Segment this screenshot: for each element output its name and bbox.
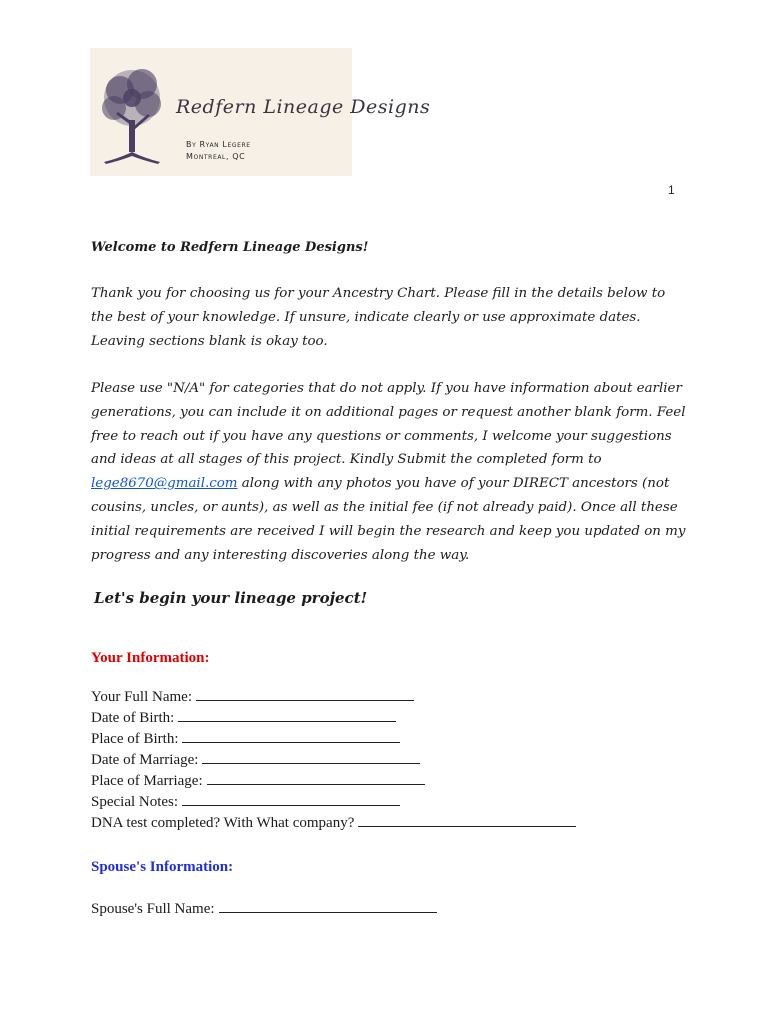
your-information-fields	[91, 686, 576, 833]
field-blank-line[interactable]	[196, 686, 414, 701]
instructions-text-after: along with any photos you have of your DIRECT ancestors (not cousins, uncles, or aunts), as well as the initial fee (if not already paid). Once all these initial requirements are received I will begin the research and keep you updated on my progress and any interesting discoveries along the way.	[91, 476, 686, 563]
field-date-of-marriage	[91, 749, 576, 770]
logo-location: Montreal, QC	[186, 152, 246, 161]
field-label: Place of Marriage:	[91, 773, 203, 789]
instructions-text-before: Please use "N/A" for categories that do not apply. If you have information about earlier generations, you can include it on additional pages or request another blank form. Feel free to reach out if you have any questions or comments, I welcome your suggestions and ideas at all stages of this project. Kindly Submit the completed form to	[91, 381, 686, 468]
field-date-of-birth	[91, 707, 576, 728]
field-full-name	[91, 686, 576, 707]
field-label: Your Full Name:	[91, 689, 192, 705]
field-blank-line[interactable]	[178, 707, 396, 722]
field-blank-line[interactable]	[207, 770, 425, 785]
field-blank-line[interactable]	[182, 791, 400, 806]
instructions-paragraph	[91, 377, 691, 567]
field-label: Date of Birth:	[91, 710, 175, 726]
field-place-of-birth	[91, 728, 576, 749]
field-blank-line[interactable]	[202, 749, 420, 764]
field-blank-line[interactable]	[219, 898, 437, 913]
field-dna-test	[91, 812, 576, 833]
begin-heading: Let's begin your lineage project!	[94, 589, 368, 607]
field-label: Special Notes:	[91, 794, 179, 810]
field-spouse-full-name	[91, 898, 437, 918]
email-link[interactable]: lege8670@gmail.com	[91, 476, 238, 492]
field-label: Place of Birth:	[91, 731, 179, 747]
page-number: 1	[668, 183, 675, 197]
field-label: DNA test completed? With What company?	[91, 815, 355, 831]
intro-paragraph: Thank you for choosing us for your Ancestry Chart. Please fill in the details below to the best of your knowledge. If unsure, indicate clearly or use approximate dates. Leaving sections blank is okay too.	[91, 286, 666, 349]
field-blank-line[interactable]	[358, 812, 576, 827]
your-information-heading: Your Information:	[91, 650, 210, 666]
field-label: Spouse's Full Name:	[91, 901, 215, 917]
field-place-of-marriage	[91, 770, 576, 791]
field-blank-line[interactable]	[182, 728, 400, 743]
spouse-information-heading: Spouse's Information:	[91, 859, 234, 875]
welcome-heading: Welcome to Redfern Lineage Designs!	[91, 240, 369, 255]
field-label: Date of Marriage:	[91, 752, 199, 768]
field-special-notes	[91, 791, 576, 812]
logo	[90, 48, 431, 176]
logo-byline: By Ryan Legere	[186, 140, 251, 149]
logo-script-text: Redfern Lineage Designs	[176, 96, 431, 118]
